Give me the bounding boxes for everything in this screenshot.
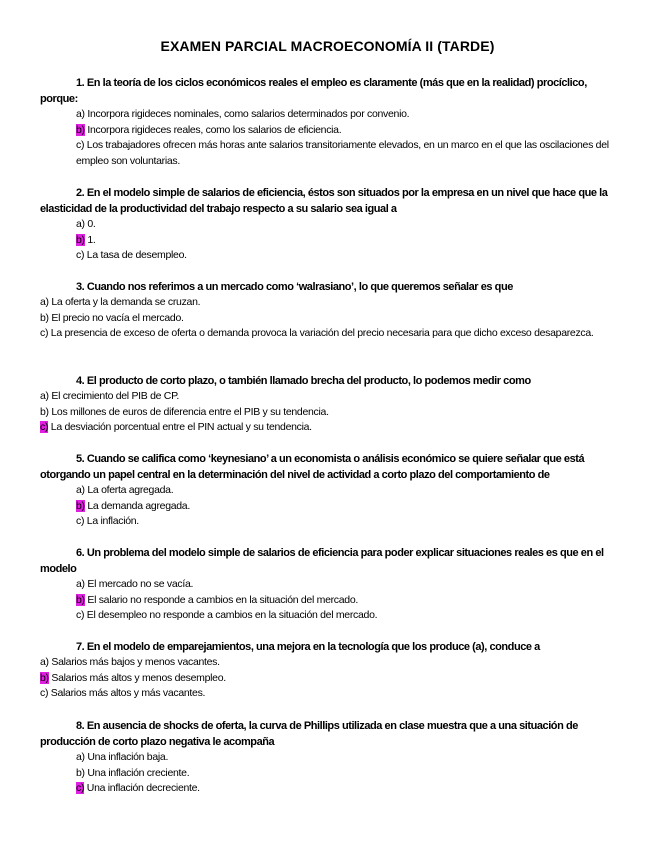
option-text: Incorpora rigideces nominales, como salarios determinados por convenio.: [87, 108, 410, 120]
option-b: [40, 405, 620, 421]
question-5: [40, 451, 620, 530]
option-letter: c): [40, 327, 49, 340]
question-1: [40, 75, 620, 169]
option-b: [76, 593, 620, 609]
option-a: [76, 577, 620, 593]
option-b: [40, 311, 620, 327]
option-text: La oferta agregada.: [87, 484, 174, 496]
option-text: La oferta y la demanda se cruzan.: [51, 296, 201, 308]
option-text: La presencia de exceso de oferta o demanda provoca la variación del precio necesaria para que dicho exceso desaparezca.: [50, 327, 594, 340]
question-text: 1. En la teoría de los ciclos económicos reales el empleo es claramente (más que en la realidad) procíclico, porque:: [40, 77, 587, 105]
question-8: [40, 718, 620, 797]
option-text: La tasa de desempleo.: [86, 249, 187, 262]
option-a: [76, 483, 620, 499]
option-letter: c): [76, 139, 85, 152]
option-c: [76, 781, 620, 797]
option-letter: a): [40, 390, 49, 402]
option-text: Incorpora rigideces reales, como los salarios de eficiencia.: [87, 123, 342, 136]
option-text: Salarios más bajos y menos vacantes.: [51, 656, 220, 668]
option-text: La demanda agregada.: [87, 499, 190, 512]
option-letter: a): [76, 484, 85, 496]
option-b: [76, 233, 620, 249]
option-letter: c): [76, 609, 85, 622]
page-title: EXAMEN PARCIAL MACROECONOMÍA II (TARDE): [160, 38, 495, 54]
option-text: Salarios más altos y más vacantes.: [50, 687, 206, 700]
option-a: [76, 107, 620, 123]
option-text: Los trabajadores ofrecen más horas ante salarios transitoriamente elevados, en un marco en el que las oscilaciones del empleo son voluntarias.: [76, 139, 609, 167]
option-letter: c): [76, 515, 85, 528]
option-c: [40, 326, 620, 342]
option-a: [76, 217, 620, 233]
option-letter: a): [76, 218, 85, 230]
option-c: [76, 248, 620, 264]
option-text: La inflación.: [86, 515, 139, 528]
selected-answer-marker: c): [40, 421, 49, 434]
option-c: [76, 138, 620, 169]
option-text: 1.: [87, 233, 96, 246]
option-letter: c): [76, 249, 85, 262]
option-letter: a): [76, 578, 85, 590]
option-text: El salario no responde a cambios en la situación del mercado.: [87, 593, 358, 606]
selected-answer-marker: c): [76, 782, 85, 795]
question-text: 3. Cuando nos referimos a un mercado como ‘walrasiano’, lo que queremos señalar es que: [76, 281, 513, 293]
question-3: [40, 279, 620, 342]
option-a: [76, 750, 620, 766]
option-text: Una inflación creciente.: [87, 766, 190, 779]
question-text: 2. En el modelo simple de salarios de eficiencia, éstos son situados por la empresa en un nivel que hace que la elasticidad de la productividad del trabajo respecto a su salario sea igual a: [40, 187, 608, 215]
option-a: [40, 655, 620, 671]
question-text: 7. En el modelo de emparejamientos, una mejora en la tecnología que los produce (a), conduce a: [76, 641, 540, 653]
question-text: 6. Un problema del modelo simple de salarios de eficiencia para poder explicar situaciones reales es que en el modelo: [40, 547, 604, 575]
question-6: [40, 545, 620, 624]
option-b: [76, 499, 620, 515]
option-b: [76, 766, 620, 782]
option-b: [40, 671, 620, 687]
question-text: 5. Cuando se califica como ‘keynesiano’ a un economista o análisis económico se quiere señalar que está otorgando un papel central en la determinación del nivel de actividad a corto plazo del comportamiento de: [40, 453, 585, 481]
option-text: El crecimiento del PIB de CP.: [51, 390, 180, 402]
selected-answer-marker: b): [40, 671, 49, 684]
option-letter: c): [40, 687, 49, 700]
question-text: 4. El producto de corto plazo, o también llamado brecha del producto, lo podemos medir como: [76, 375, 531, 387]
option-text: Una inflación baja.: [87, 751, 169, 763]
option-letter: a): [76, 108, 85, 120]
selected-answer-marker: b): [76, 233, 85, 246]
question-text: 8. En ausencia de shocks de oferta, la curva de Phillips utilizada en clase muestra que a una situación de producción de corto plazo negativa le acompaña: [40, 720, 578, 748]
option-b: [76, 123, 620, 139]
option-c: [76, 514, 620, 530]
option-letter: a): [40, 656, 49, 668]
option-text: Una inflación decreciente.: [86, 782, 200, 795]
option-letter: b): [76, 766, 85, 779]
option-text: Salarios más altos y menos desempleo.: [51, 671, 226, 684]
option-letter: a): [76, 751, 85, 763]
selected-answer-marker: b): [76, 499, 85, 512]
option-text: La desviación porcentual entre el PIN actual y su tendencia.: [50, 421, 312, 434]
option-letter: b): [40, 405, 49, 418]
option-c: [40, 686, 620, 702]
question-4: [40, 373, 620, 436]
question-2: [40, 185, 620, 264]
option-letter: a): [40, 296, 49, 308]
option-letter: b): [40, 311, 49, 324]
option-a: [40, 295, 620, 311]
option-text: Los millones de euros de diferencia entre el PIB y su tendencia.: [51, 405, 329, 418]
selected-answer-marker: b): [76, 123, 85, 136]
selected-answer-marker: b): [76, 593, 85, 606]
question-7: [40, 639, 620, 702]
option-a: [40, 389, 620, 405]
option-text: El desempleo no responde a cambios en la situación del mercado.: [86, 609, 378, 622]
option-text: 0.: [87, 218, 96, 230]
option-text: El mercado no se vacía.: [87, 578, 194, 590]
option-c: [76, 608, 620, 624]
option-text: El precio no vacía el mercado.: [51, 311, 184, 324]
option-c: [40, 420, 620, 436]
